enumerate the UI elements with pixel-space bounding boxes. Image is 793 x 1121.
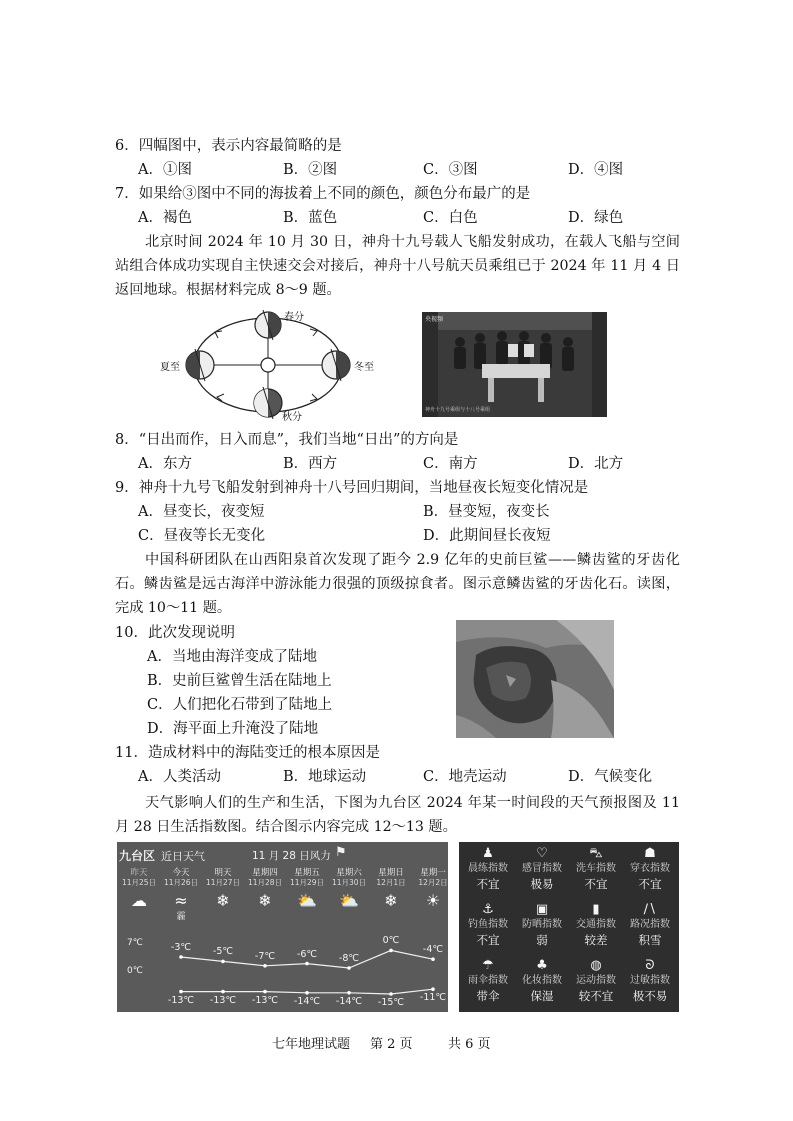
high-temp-line-point [263, 964, 267, 968]
life-index-value: 不宜 [476, 933, 500, 947]
life-index-name: 运动指数 [576, 975, 616, 986]
earth-orbit-diagram [160, 305, 400, 425]
traffic-icon: ▮ [592, 902, 600, 917]
label-summer: 夏至 [160, 362, 180, 373]
low-temp-line-point [221, 990, 225, 994]
partly-cloudy-icon: ⛅ [297, 891, 317, 910]
footer-total: 共 6 页 [448, 1037, 491, 1052]
life-index-item [515, 902, 569, 948]
q9-option-b: B．昼变短，夜变长 [423, 504, 550, 520]
q9-option-a: A．昼变长，夜变短 [138, 504, 265, 520]
wind-title: 11 月 28 日风力 [252, 850, 331, 862]
day-date: 11月29日 [289, 878, 325, 887]
weather-title: 近日天气 [161, 850, 205, 863]
life-index-name: 晨练指数 [468, 863, 508, 874]
low-temp-line-point [263, 990, 267, 994]
day-date: 11月27日 [205, 878, 241, 887]
day-name: 星期六 [336, 868, 362, 878]
q6-option-d: D．④图 [568, 162, 624, 178]
ball-icon: ◍ [590, 958, 602, 973]
life-index-value: 极易 [530, 877, 554, 891]
high-temp-line-point [389, 949, 393, 953]
q8-stem: 8．“日出而作，日入而息”，我们当地“日出”的方向是 [115, 432, 459, 448]
q10-stem: 10．此次发现说明 [115, 625, 235, 641]
low-temp-line-point [389, 992, 393, 996]
fog-icon: ≈ [174, 891, 188, 910]
life-index-value: 弱 [536, 933, 548, 947]
q9-stem: 9．神舟十九号飞船发射到神舟十八号回归期间，当地昼夜长短变化情况是 [115, 480, 589, 496]
high-temp-line-point [347, 966, 351, 970]
earth-spring-equinox [255, 310, 281, 340]
life-index-name: 雨伞指数 [468, 975, 508, 986]
life-index-value: 较差 [584, 933, 608, 947]
q10-option-b: B．史前巨鲨曾生活在陆地上 [147, 673, 332, 689]
q7-option-d: D．绿色 [568, 210, 624, 226]
astronaut-photo [422, 312, 607, 417]
life-index-item [623, 902, 677, 948]
footer-page: 第 2 页 [370, 1037, 413, 1052]
q10-option-c: C．人们把化石带到了陆地上 [147, 697, 333, 713]
weather-forecast-panel [117, 842, 448, 1012]
q11-option-c: C．地壳运动 [423, 769, 507, 785]
life-index-name: 化妆指数 [522, 975, 562, 986]
high-temp: -6℃ [296, 948, 318, 960]
day-date: 11月25日 [121, 878, 157, 887]
exercise-icon: ♟ [482, 846, 494, 861]
q6-option-a: A．①图 [138, 162, 192, 178]
q8-option-a: A．东方 [138, 456, 192, 472]
cloudy-icon: ☁ [131, 891, 147, 910]
day-date: 11月26日 [163, 878, 199, 887]
low-temp: -11℃ [419, 992, 447, 1004]
life-index-panel [459, 842, 679, 1012]
label-winter: 冬至 [354, 362, 374, 373]
high-temp: -4℃ [422, 944, 444, 956]
phone-icon: ▣ [535, 902, 549, 917]
q6-option-c: C．③图 [423, 162, 478, 178]
q11-option-d: D．气候变化 [568, 769, 653, 785]
q10-option-d: D．海平面上升淹没了陆地 [147, 721, 319, 737]
q11-option-b: B．地球运动 [283, 769, 367, 785]
low-temp-line-point [179, 990, 183, 994]
high-temp-line-point [305, 962, 309, 966]
day-name: 明天 [214, 868, 232, 878]
q6-stem: 6．四幅图中，表示内容最简略的是 [115, 138, 342, 154]
snow-icon: ❄ [384, 891, 398, 910]
day-name: 今天 [172, 868, 190, 878]
heart-icon: ♡ [536, 846, 548, 861]
day-name: 星期五 [294, 868, 320, 878]
q8-option-d: D．北方 [568, 456, 624, 472]
life-index-item [515, 846, 569, 892]
life-index-name: 交通指数 [576, 919, 616, 930]
partly-cloudy-icon: ⛅ [339, 891, 359, 910]
life-index-item [569, 958, 623, 1004]
weather-note: 霾 [176, 912, 186, 922]
day-name: 昨天 [130, 868, 148, 878]
life-index-item [623, 958, 677, 1004]
life-index-name: 洗车指数 [576, 863, 616, 874]
weather-district: 九台区 [119, 849, 156, 863]
q7-option-a: A．褐色 [138, 210, 192, 226]
high-temp: -3℃ [170, 942, 192, 953]
day-date: 11月30日 [331, 878, 367, 887]
low-temp: -15℃ [377, 997, 405, 1008]
snow-icon: ❄ [216, 891, 230, 910]
earth-winter-solstice [322, 349, 350, 381]
day-name: 星期四 [252, 868, 278, 878]
wind-flag-icon: ⚑ [335, 845, 347, 860]
q8-option-b: B．西方 [283, 456, 338, 472]
high-temp-line-point [179, 955, 183, 959]
life-index-item [461, 958, 515, 1004]
low-temp: -14℃ [335, 995, 363, 1007]
life-index-value: 保湿 [530, 989, 554, 1003]
life-index-name: 感冒指数 [522, 863, 562, 874]
q10-option-a: A．当地由海洋变成了陆地 [147, 649, 317, 665]
low-temp: -13℃ [251, 994, 279, 1006]
life-index-value: 较不宜 [578, 989, 614, 1003]
life-index-name: 穿衣指数 [630, 863, 670, 874]
low-temp-line-point [431, 987, 435, 991]
high-temp: -5℃ [212, 946, 234, 958]
day-date: 12月1日 [376, 878, 406, 887]
photo-caption: 神舟十九号乘组与十八号乘组 [425, 407, 491, 413]
day-date: 12月2日 [418, 878, 448, 887]
q11-option-a: A．人类活动 [138, 769, 221, 785]
high-temp: -7℃ [254, 950, 276, 962]
photo-corner-text: 央视频 [425, 316, 444, 323]
life-index-item [515, 958, 569, 1004]
axis-label-bottom: 0℃ [127, 966, 143, 976]
footer-subject: 七年地理试题 [272, 1037, 351, 1052]
label-autumn: 秋分 [282, 412, 302, 423]
allergy-icon: ᘐ [645, 958, 655, 973]
material-shenzhou: 北京时间 2024 年 10 月 30 日，神舟十九号载人飞船发射成功，在载人飞船与空间站组合体成功实现自主快速交会对接后，神舟十八号航天员乘组已于 2024 年 11 月 4 日返回地球。根据材料完成 8～9 题。 [115, 234, 680, 298]
life-index-name: 过敏指数 [630, 975, 670, 986]
life-index-item [461, 846, 515, 892]
life-index-value: 不宜 [584, 877, 608, 891]
life-index-item [569, 902, 623, 948]
life-index-value: 极不易 [632, 989, 668, 1003]
fishing-icon: ⚓ [482, 902, 494, 917]
shark-tooth-fossil-photo [456, 620, 614, 738]
high-temp-line-point [221, 960, 225, 964]
q9-option-c: C．昼夜等长无变化 [138, 528, 266, 544]
life-index-name: 防晒指数 [522, 919, 562, 930]
q7-stem: 7．如果给③图中不同的海拔着上不同的颜色，颜色分布最广的是 [115, 186, 531, 202]
high-temp: 0℃ [382, 935, 400, 947]
high-temp-line-point [431, 957, 435, 961]
earth-summer-solstice [186, 349, 214, 381]
day-date: 11月28日 [247, 878, 283, 887]
material-shark-fossil: 中国科研团队在山西阳泉首次发现了距今 2.9 亿年的史前巨鲨——鳞齿鲨的牙齿化石。鳞齿鲨是远古海洋中游泳能力很强的顶级掠食者。图示意鳞齿鲨的牙齿化石。读图，完成 10～11 题。 [115, 552, 680, 616]
sun-icon: ☀ [425, 891, 441, 910]
low-temp-line-point [305, 991, 309, 995]
road-icon: ∕∖ [643, 902, 657, 917]
material-weather: 天气影响人们的生产和生活，下图为九台区 2024 年某一时间段的天气预报图及 11 月 28 日生活指数图。结合图示内容完成 12～13 题。 [115, 795, 680, 835]
snow-icon: ❄ [258, 891, 272, 910]
life-index-value: 积雪 [638, 933, 662, 947]
day-name: 星期一 [420, 868, 446, 878]
q8-option-c: C．南方 [423, 456, 478, 472]
life-index-item [569, 846, 623, 892]
q6-option-b: B．②图 [283, 162, 338, 178]
life-index-name: 路况指数 [630, 919, 670, 930]
life-index-item [623, 846, 677, 892]
umbrella-icon: ☂ [482, 958, 494, 973]
earth-autumn-equinox [254, 387, 282, 419]
low-temp: -13℃ [167, 994, 195, 1006]
shirt-icon: ☗ [644, 846, 656, 861]
label-spring: 春分 [284, 312, 304, 323]
life-index-value: 不宜 [476, 877, 500, 891]
axis-label-top: 7℃ [127, 938, 143, 948]
high-temp: -8℃ [338, 953, 360, 964]
makeup-icon: ♣ [536, 958, 548, 973]
q7-option-c: C．白色 [423, 210, 478, 226]
q7-option-b: B．蓝色 [283, 210, 338, 226]
car-icon: ⛍ [589, 846, 603, 861]
life-index-value: 带伞 [476, 989, 500, 1003]
life-index-name: 钓鱼指数 [468, 919, 508, 930]
low-temp: -14℃ [293, 995, 321, 1007]
q9-option-d: D．此期间昼长夜短 [423, 528, 551, 544]
life-index-value: 不宜 [638, 877, 662, 891]
day-name: 星期日 [378, 868, 404, 878]
life-index-item [461, 902, 515, 948]
q11-stem: 11．造成材料中的海陆变迁的根本原因是 [115, 745, 380, 761]
low-temp-line-point [347, 991, 351, 995]
low-temp: -13℃ [209, 994, 237, 1006]
